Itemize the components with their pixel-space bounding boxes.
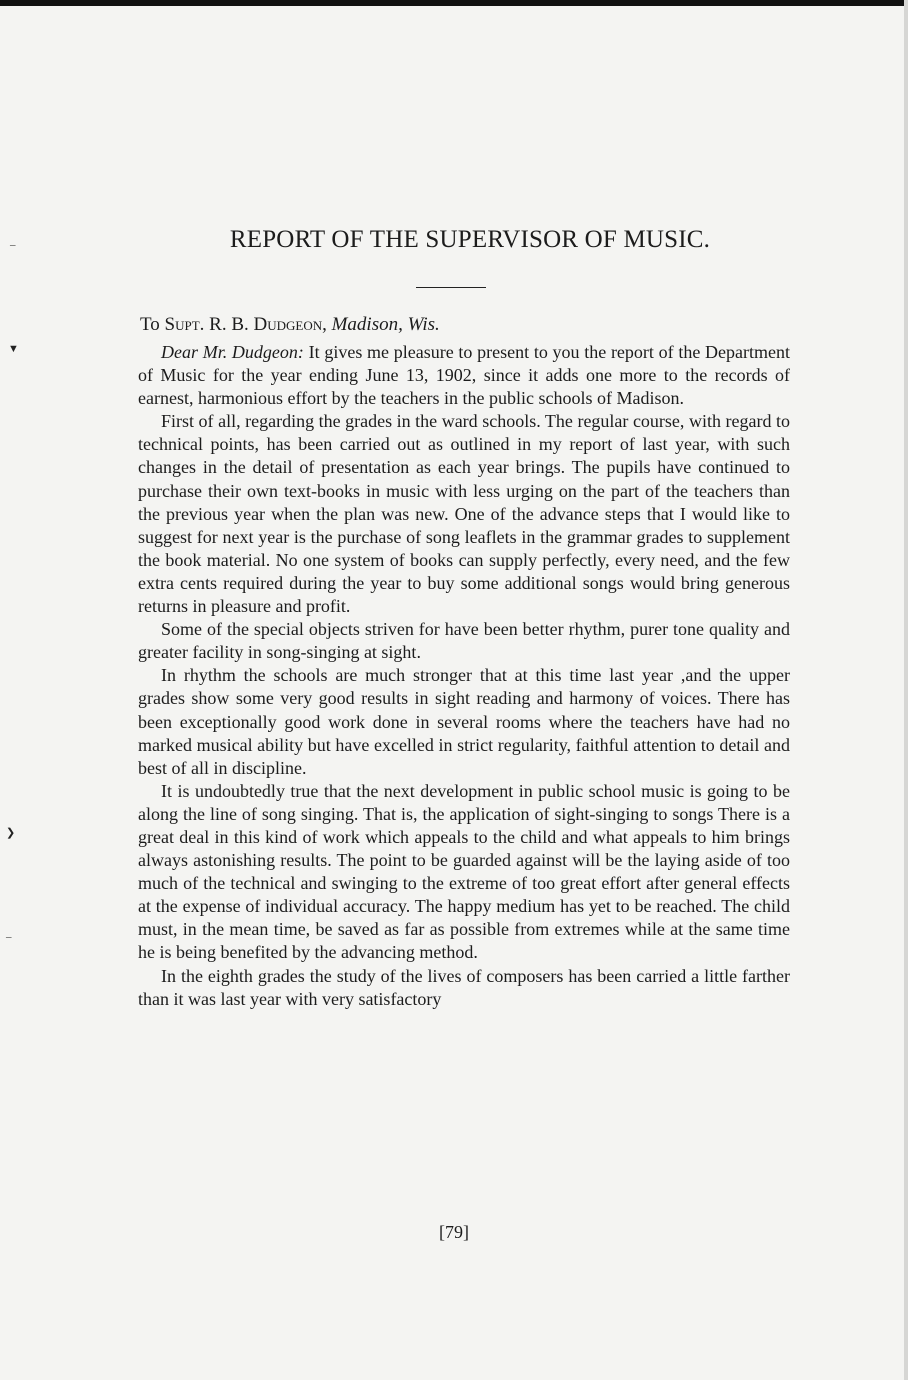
top-edge-rule [0,0,908,6]
margin-mark-2: ▼ [8,343,19,355]
title-divider [416,287,486,288]
paragraph-2: First of all, regarding the grades in the ward schools. The regular course, with regard to technical points, has been carried out as outlined in my report of last year, with such changes in the detail of presentation as each year brings. The pupils have continued to purchase their own text-books in music with less urging on the part of the teachers than the previous year when the plan was new. One of the advance steps that I would like to suggest for next year is the purchase of song leaflets in the grammar grades to supplement the book material. No one system of books can supply perfectly, every need, and the few extra cents required during the year to buy some additional songs would bring generous returns in pleasure and profit. [138,411,790,617]
addressee-line [140,313,440,336]
report-title: REPORT OF THE SUPERVISOR OF MUSIC. [229,226,711,253]
paragraph-5: It is undoubtedly true that the next development in public school music is going to be along the line of song singing. That is, the application of sight-singing to songs There is a great deal in this kind of work which appeals to the child and what appeals to him brings always astonishing results. The point to be guarded against will be the laying aside of too much of the technical and swinging to the extreme of too great effort after general effects at the expense of individual accuracy. The happy medium has yet to be reached. The child must, in the mean time, be saved as far as possible from extremes while at the same time he is being benefited by the advancing method. [138,780,790,963]
page-number: [79] [439,1222,469,1242]
report-body [138,341,790,1011]
paragraph-6: In the eighth grades the study of the lives of composers has been carried a little farther than it was last year with very satisfactory [138,965,790,1009]
margin-mark-3: ❯ [6,827,16,839]
addressee-name: Supt. R. B. Dudgeon, [164,314,327,335]
addressee-prefix: To [140,314,165,335]
paragraph-4: In rhythm the schools are much stronger that at this time last year ,and the upper grades show some very good results in sight reading and harmony of voices. There has been exceptionally good work done in several rooms where the teachers have had no marked musical ability but have excelled in strict regularity, faithful attention to detail and best of all in discipline. [138,665,790,778]
page-edge-shadow [904,0,908,1380]
greeting: Dear Mr. Dudgeon: [161,342,304,362]
paragraph-3: Some of the special objects striven for have been better rhythm, purer tone quality and greater facility in song-singing at sight. [138,619,790,663]
margin-mark-4: – [6,931,12,943]
paragraph-1-text: It gives me pleasure to present to you the report of the Department of Music for the year ending June 13, 1902, since it adds one more to the records of earnest, harmonious effort by the teachers in the public schools of Madison. [138,342,790,409]
margin-mark-1: – [10,239,16,251]
addressee-place: Madison, Wis. [326,314,440,335]
paragraph-1 [138,341,790,410]
